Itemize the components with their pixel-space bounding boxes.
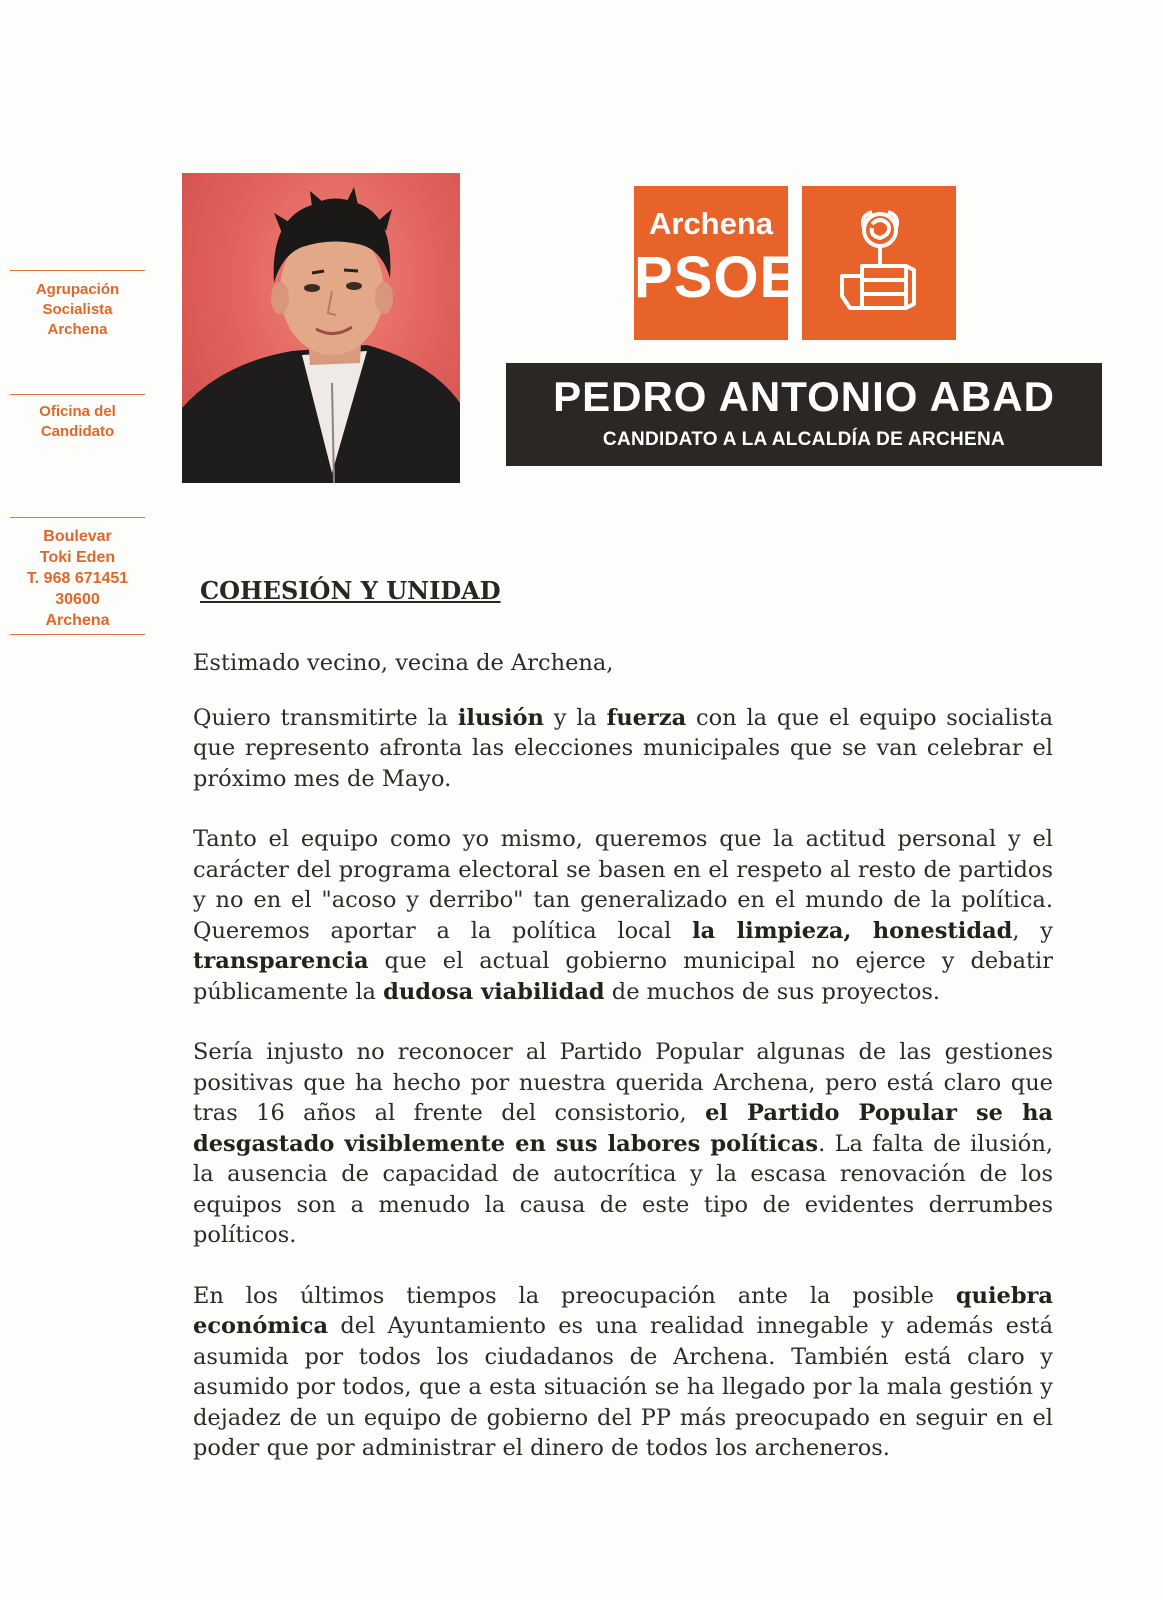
sidebar-group-line: Socialista	[42, 301, 113, 318]
letter-greeting: Estimado vecino, vecina de Archena,	[193, 650, 614, 676]
text-run: Sería injusto no reconocer al Partido Popular algunas de las gestiones positivas que ha hecho por nuestra querida Archena, pero está claro que tras 16 años al frente del consistorio,	[193, 1039, 1053, 1126]
candidate-portrait	[182, 173, 460, 483]
paragraph-1	[193, 703, 1053, 795]
text-run: Quiero transmitirte la	[193, 704, 458, 731]
bold-run: transparencia	[193, 948, 369, 974]
sidebar-office	[10, 394, 145, 442]
sidebar-address-line: Boulevar	[43, 528, 112, 545]
letter-title: COHESIÓN Y UNIDAD	[200, 576, 501, 605]
paragraph-4	[193, 1281, 1053, 1464]
sidebar-office-line: Candidato	[40, 423, 115, 440]
text-run: del Ayuntamiento es una realidad innegable y además está asumida por todos los ciudadanos de Archena. También está claro y asumido por todos, que a esta situación se ha llegado por la mala gestión y dejadez de un equipo de gobierno del PP más preocupado en seguir en el poder que por administrar el dinero de todos los archeneros.	[193, 1313, 1053, 1461]
candidate-photo	[182, 173, 460, 483]
bold-run: el Partido Popular se ha desgastado visiblemente en sus labores políticas	[193, 1100, 1054, 1157]
candidate-role: CANDIDATO A LA ALCALDÍA DE ARCHENA	[602, 429, 1006, 450]
bold-run: ilusión	[457, 704, 544, 731]
text-run: En los últimos tiempos la preocupación ante la posible	[193, 1282, 956, 1309]
text-run: Tanto el equipo como yo mismo, queremos que la actitud personal y el carácter del programa electoral se basen en el respeto al resto de partidos y no en el "acoso y derribo" tan generalizado en el mundo de la política. Queremos aportar a la política local	[193, 826, 1053, 944]
text-run: , y	[1012, 917, 1054, 944]
sidebar-group	[10, 270, 145, 340]
text-run: que el actual gobierno municipal no ejerce y debatir públicamente la	[193, 948, 1053, 1005]
sidebar-address-line: Toki Eden	[39, 549, 116, 566]
bold-run: la limpieza, honestidad	[692, 917, 1013, 944]
logo-city: Archena	[648, 206, 774, 241]
logo-party: PSOE	[634, 245, 800, 310]
fist-rose-symbol	[802, 186, 956, 340]
text-run: de muchos de sus proyectos.	[604, 978, 941, 1005]
text-run: con la que el equipo socialista que represento afronta las elecciones municipales que se van celebrar el próximo mes de Mayo.	[193, 704, 1054, 792]
candidate-banner	[506, 363, 1102, 466]
sidebar-postal-code: 30600	[55, 591, 100, 608]
bold-run: quiebra económica	[193, 1282, 1053, 1339]
text-run: y la	[543, 704, 607, 731]
bold-run: fuerza	[606, 704, 687, 731]
bold-run: dudosa viabilidad	[383, 978, 605, 1005]
sidebar-group-line: Agrupación	[35, 281, 120, 298]
fist-rose-icon	[802, 186, 956, 340]
text-run: . La falta de ilusión, la ausencia de capacidad de autocrítica y la escasa renovación de los equipos son a menudo la causa de este tipo de evidentes derrumbes políticos.	[193, 1130, 1053, 1248]
sidebar-address-line: Archena	[45, 612, 110, 629]
sidebar-group-line: Archena	[47, 321, 108, 338]
sidebar-office-line: Oficina del	[39, 403, 116, 420]
letter-body	[193, 648, 1053, 1494]
psoe-logo-text	[634, 186, 800, 340]
paragraph-3	[193, 1037, 1053, 1251]
candidate-name: PEDRO ANTONIO ABAD	[553, 373, 1055, 420]
paragraph-2	[193, 824, 1053, 1007]
sidebar-phone: T. 968 671451	[26, 570, 129, 587]
sidebar-address	[10, 517, 145, 635]
